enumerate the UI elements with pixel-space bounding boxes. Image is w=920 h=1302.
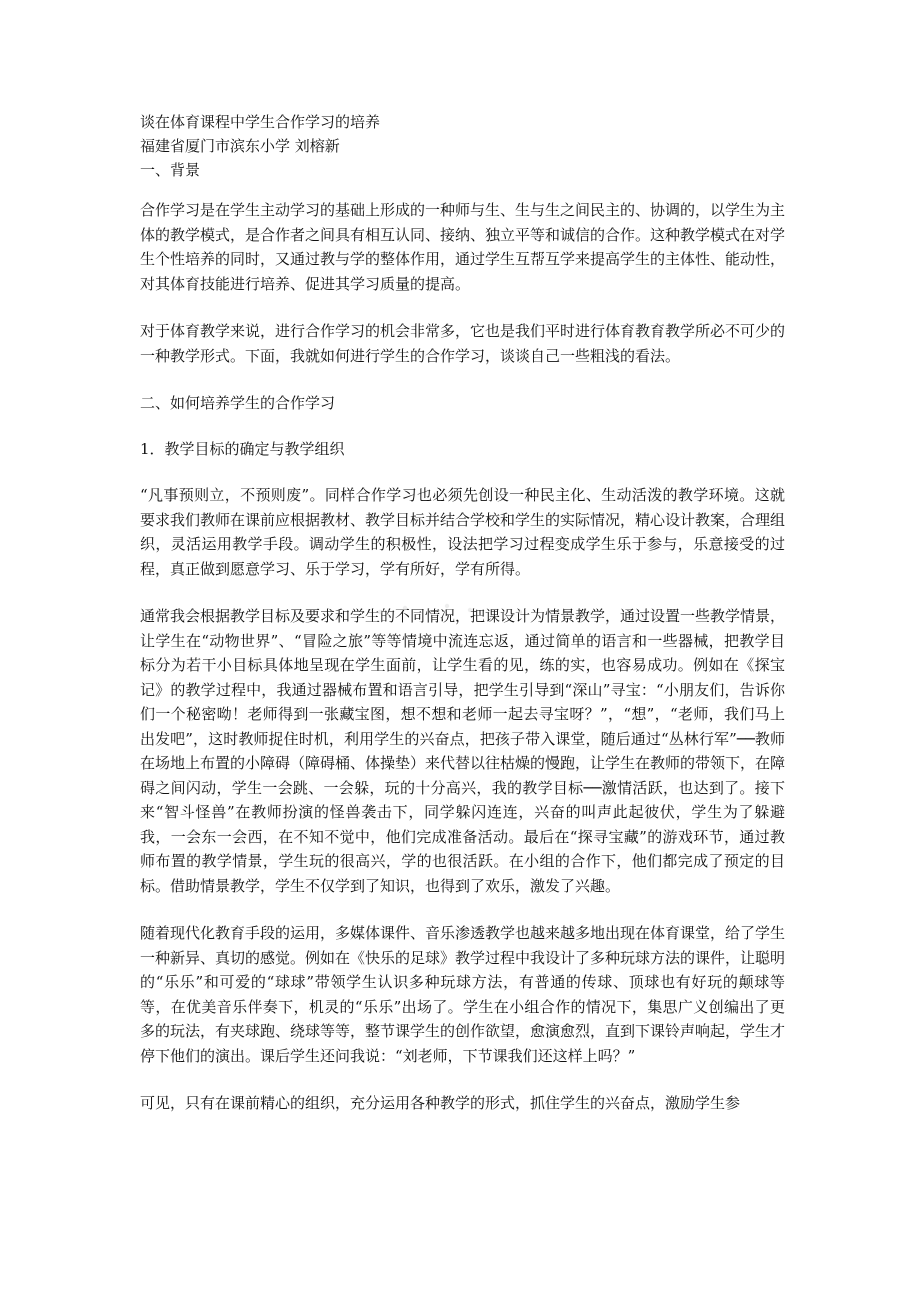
paragraph-situational-teaching: 通常我会根据教学目标及要求和学生的不同情况，把课设计为情景教学，通过设置一些教学情景，让学生在“动物世界”、“冒险之旅”等等情境中流连忘返，通过简单的语言和一些器械，把教学目标分为若干小目标具体地呈现在学生面前，让学生看的见，练的实，也容易成功。例如在《探宝记》的教学过程中，我通过器械布置和语言引导，把学生引导到“深山”寻宝：“小朋友们，告诉你们一个秘密呦！老师得到一张藏宝图，想不想和老师一起去寻宝呀？”，“想”，“老师，我们马上出发吧”，这时教师捉住时机，利用学生的兴奋点，把孩子带入课堂，随后通过“丛林行军”──教师在场地上布置的小障碍（障碍桶、体操垫）来代替以往枯燥的慢跑，让学生在教师的带领下，在障碍之间闪动，学生一会跳、一会躲，玩的十分高兴，我的教学目标──激情活跃，也达到了。接下来“智斗怪兽”在教师扮演的怪兽袭击下，同学躲闪连连，兴奋的叫声此起彼伏，学生为了躲避我，一会东一会西，在不知不觉中，他们完成准备活动。最后在“探寻宝藏”的游戏环节，通过教师布置的教学情景，学生玩的很高兴，学的也很活跃。在小组的合作下，他们都完成了预定的目标。借助情景教学，学生不仅学到了知识，也得到了欢乐，激发了兴趣。 xyxy=(140,607,786,895)
section-heading-background: 一、背景 xyxy=(140,161,201,179)
paragraph-preparation: “凡事预则立，不预则废”。同样合作学习也必须先创设一种民主化、生动活泼的教学环境。这就要求我们教师在课前应根据教材、教学目标并结合学校和学生的实际情况，精心设计教案，合理组织，灵活运用教学手段。调动学生的积极性，设法把学习过程变成学生乐于参与，乐意接受的过程，真正做到愿意学习、乐于学习，学有所好，学有所得。 xyxy=(140,486,786,578)
paragraph-teaching-opportunity: 对于体育教学来说，进行合作学习的机会非常多，它也是我们平时进行体育教育教学所必不可少的一种教学形式。下面，我就如何进行学生的合作学习，谈谈自己一些粗浅的看法。 xyxy=(140,322,786,365)
paragraph-cooperative-learning-definition: 合作学习是在学生主动学习的基础上形成的一种师与生、生与生之间民主的、协调的，以学生为主体的教学模式，是合作者之间具有相互认同、接纳、独立平等和诚信的合作。这种教学模式在对学生个性培养的同时，又通过教与学的整体作用，通过学生互帮互学来提高学生的主体性、能动性，对其体育技能进行培养、促进其学习质量的提高。 xyxy=(140,201,786,293)
paragraph-conclusion-cut: 可见，只有在课前精心的组织，充分运用各种教学的形式，抓住学生的兴奋点，激励学生参 xyxy=(140,1094,741,1112)
subsection-heading-teaching-goals: 1．教学目标的确定与教学组织 xyxy=(140,440,345,458)
document-body xyxy=(140,110,785,1116)
section-heading-how-to-cultivate: 二、如何培养学生的合作学习 xyxy=(140,394,336,412)
document-title: 谈在体育课程中学生合作学习的培养 xyxy=(140,113,381,131)
author-line: 福建省厦门市滨东小学 刘榕新 xyxy=(140,137,340,155)
paragraph-multimedia-teaching: 随着现代化教育手段的运用，多媒体课件、音乐渗透教学也越来越多地出现在体育课堂，给了学生一种新异、真切的感觉。例如在《快乐的足球》教学过程中我设计了多种玩球方法的课件，让聪明的“乐乐”和可爱的“球球”带领学生认识多种玩球方法，有普通的传球、顶球也有好玩的颠球等等，在优美音乐伴奏下，机灵的“乐乐”出场了。学生在小组合作的情况下，集思广义创编出了更多的玩法，有夹球跑、绕球等等，整节课学生的创作欲望，愈演愈烈，直到下课铃声响起，学生才停下他们的演出。课后学生还问我说：“刘老师，下节课我们还这样上吗？” xyxy=(140,924,786,1065)
document-header xyxy=(140,110,785,182)
